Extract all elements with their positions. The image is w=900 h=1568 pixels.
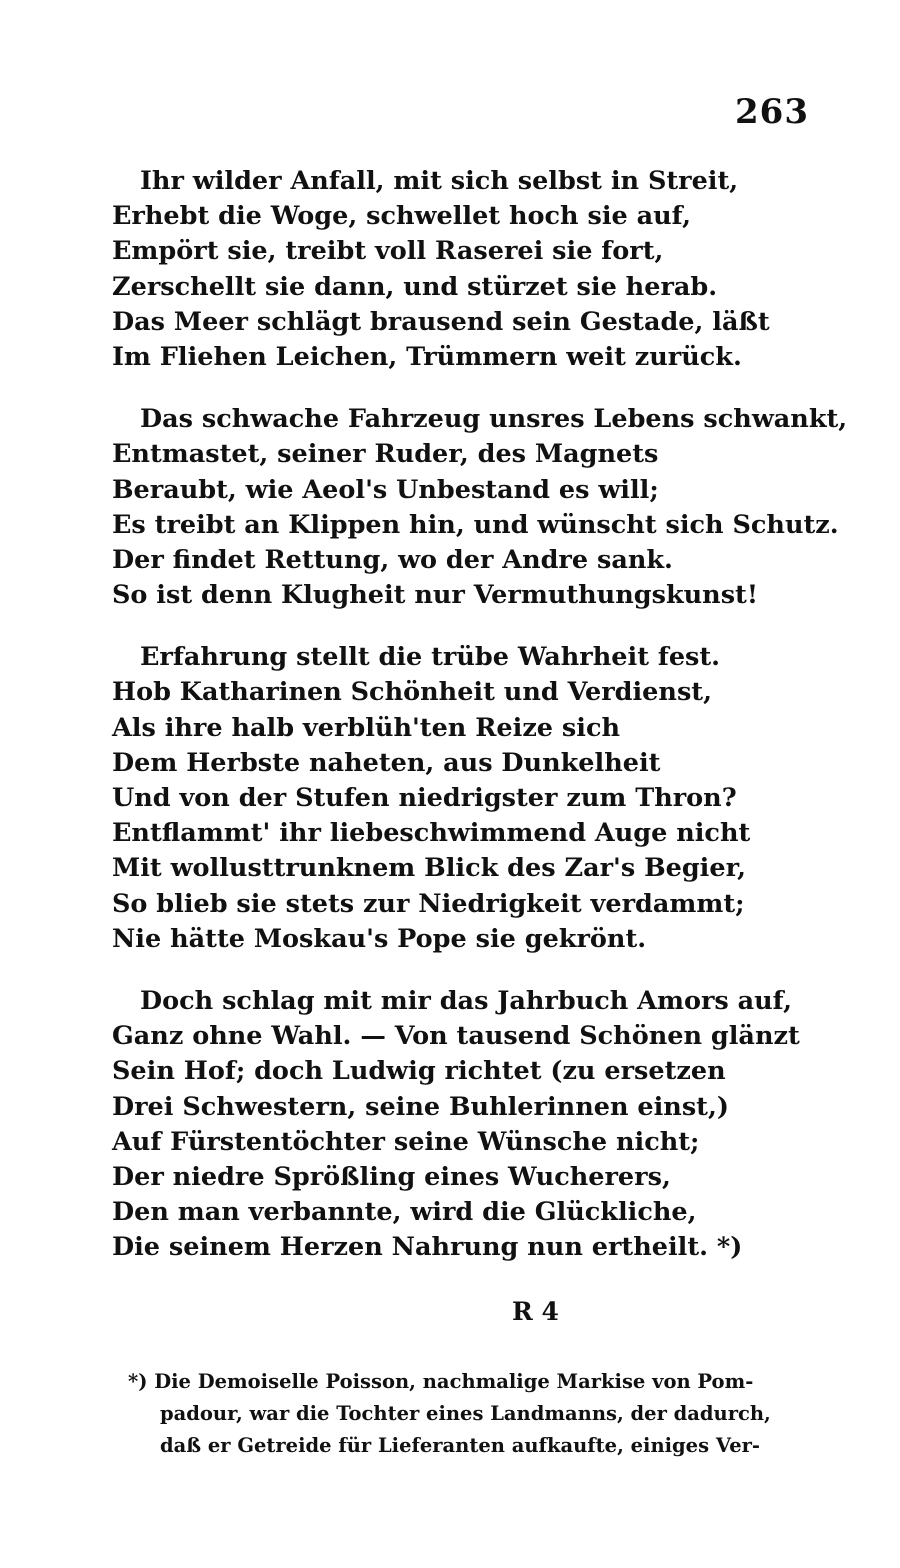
poem-line: Den man verbannte, wird die Glückliche,	[112, 1197, 697, 1228]
poem-line: Es treibt an Klippen hin, und wünscht sich Schutz.	[112, 509, 839, 540]
poem-line: Erfahrung stellt die trübe Wahrheit fest.	[140, 642, 721, 673]
poem-line: Dem Herbste naheten, aus Dunkelheit	[112, 747, 661, 778]
poem-line: Hob Katharinen Schönheit und Verdienst,	[112, 677, 712, 708]
signature-mark: R 4	[512, 1297, 559, 1326]
poem-line: Nie hätte Moskau's Pope sie gekrönt.	[112, 923, 647, 954]
poem-line: Erhebt die Woge, schwellet hoch sie auf,	[112, 201, 691, 232]
poem	[112, 164, 848, 1292]
poem-line: Ihr wilder Anfall, mit sich selbst in Streit,	[140, 166, 739, 196]
poem-line: Der findet Rettung, wo der Andre sank.	[112, 544, 673, 575]
footnote-line: *) Die Demoiselle Poisson, nachmalige Markise von Pom-	[128, 1370, 754, 1393]
poem-line: Im Fliehen Leichen, Trümmern weit zurück.	[112, 341, 742, 372]
poem-line: Doch schlag mit mir das Jahrbuch Amors auf,	[140, 985, 792, 1016]
stanza-4	[112, 984, 812, 1266]
stanza-2	[112, 402, 848, 613]
poem-line: Empört sie, treibt voll Raserei sie fort,	[112, 236, 664, 267]
footnote-line: padour, war die Tochter eines Landmanns, der dadurch,	[160, 1402, 771, 1425]
stanza-1	[112, 164, 812, 375]
stanza-3	[112, 640, 812, 957]
poem-line: Zerschellt sie dann, und stürzet sie herab.	[112, 271, 718, 302]
footnote	[128, 1366, 818, 1462]
poem-line: Auf Fürstentöchter seine Wünsche nicht;	[112, 1126, 700, 1157]
poem-line: Der niedre Sprößling eines Wucherers,	[112, 1161, 671, 1192]
poem-line: Drei Schwestern, seine Buhlerinnen einst,)	[112, 1091, 729, 1122]
poem-line: So ist denn Klugheit nur Vermuthungskunst!	[112, 580, 759, 611]
poem-line: Mit wollusttrunknem Blick des Zar's Begier,	[112, 853, 747, 884]
poem-line: Beraubt, wie Aeol's Unbestand es will;	[112, 474, 659, 505]
poem-line: Ganz ohne Wahl. — Von tausend Schönen glänzt	[112, 1021, 800, 1052]
poem-line: Das Meer schlägt brausend sein Gestade, läßt	[112, 306, 770, 337]
poem-line: Entflammt' ihr liebeschwimmend Auge nicht	[112, 818, 751, 849]
page-number: 263	[735, 92, 809, 132]
poem-line: Und von der Stufen niedrigster zum Thron?	[112, 783, 737, 813]
poem-line: Sein Hof; doch Ludwig richtet (zu ersetzen	[112, 1056, 726, 1087]
poem-line: So blieb sie stets zur Niedrigkeit verdammt;	[112, 888, 745, 919]
poem-line: Die seinem Herzen Nahrung nun ertheilt. *)	[112, 1232, 743, 1263]
footnote-line: daß er Getreide für Lieferanten aufkaufte, einiges Ver-	[160, 1434, 760, 1457]
poem-line: Entmastet, seiner Ruder, des Magnets	[112, 439, 659, 470]
poem-line: Das schwache Fahrzeug unsres Lebens schwankt,	[140, 404, 848, 435]
poem-line: Als ihre halb verblüh'ten Reize sich	[112, 712, 621, 743]
